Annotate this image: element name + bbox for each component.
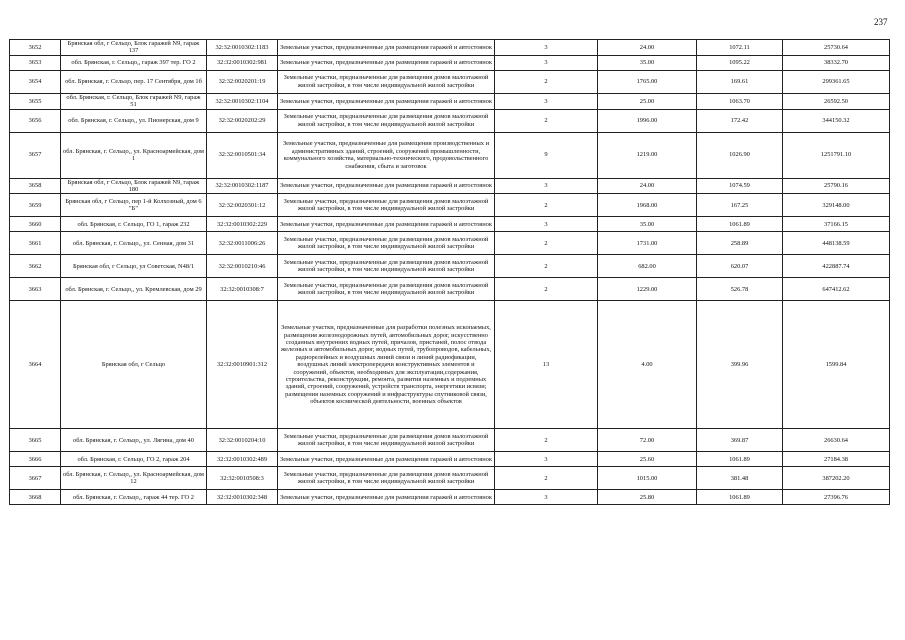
- cadastral-number-cell: 32:32:0010508:3: [207, 467, 278, 490]
- specific-value-cell: 1061.89: [697, 217, 783, 232]
- cadastral-number-cell: 32:32:0010302:981: [207, 55, 278, 70]
- land-use-cell: Земельные участки, предназначенные для размещения домов малоэтажной жилой застройки, в том числе индивидуальной жилой застройки: [278, 255, 495, 278]
- use-group-cell: 3: [495, 452, 598, 467]
- cadastral-value-cell: 26630.64: [783, 429, 890, 452]
- area-cell: 1968.00: [598, 194, 697, 217]
- table-row: [10, 194, 890, 217]
- cadastral-number-cell: 32:32:0010302:1183: [207, 40, 278, 56]
- address-cell: Брянская обл, г Сельцо, пер 1-й Колхозный, дом 6 "Б": [61, 194, 207, 217]
- cadastral-number-cell: 32:32:0020202:29: [207, 109, 278, 132]
- land-use-cell: Земельные участки, предназначенные для размещения гаражей и автостоянок: [278, 40, 495, 56]
- table-row: [10, 255, 890, 278]
- row-number: 3653: [10, 55, 61, 70]
- row-number: 3668: [10, 490, 61, 505]
- cadastral-value-cell: 1251791.10: [783, 132, 890, 178]
- land-use-cell: Земельные участки, предназначенные для размещения гаражей и автостоянок: [278, 452, 495, 467]
- specific-value-cell: 1074.59: [697, 178, 783, 194]
- table-row: [10, 278, 890, 301]
- land-use-cell: Земельные участки, предназначенные для размещения гаражей и автостоянок: [278, 93, 495, 109]
- use-group-cell: 2: [495, 467, 598, 490]
- cadastral-value-cell: 27184.38: [783, 452, 890, 467]
- area-cell: 1765.00: [598, 70, 697, 93]
- specific-value-cell: 1063.70: [697, 93, 783, 109]
- area-cell: 1731.00: [598, 232, 697, 255]
- land-use-cell: Земельные участки, предназначенные для размещения гаражей и автостоянок: [278, 178, 495, 194]
- address-cell: обл. Брянская, г. Сельцо, пер. 17 Сентября, дом 1б: [61, 70, 207, 93]
- specific-value-cell: 399.96: [697, 301, 783, 429]
- cadastral-value-cell: 38332.70: [783, 55, 890, 70]
- address-cell: обл. Брянская, г. Сельцо,, ул. Лягина, дом 40: [61, 429, 207, 452]
- use-group-cell: 2: [495, 70, 598, 93]
- land-use-cell: Земельные участки, предназначенные для размещения домов малоэтажной жилой застройки, в том числе индивидуальной жилой застройки: [278, 232, 495, 255]
- address-cell: обл. Брянская, г. Сельцо,, ул. Пионерская, дом 9: [61, 109, 207, 132]
- table-row: [10, 232, 890, 255]
- row-number: 3666: [10, 452, 61, 467]
- row-number: 3657: [10, 132, 61, 178]
- cadastral-value-cell: 329148.00: [783, 194, 890, 217]
- address-cell: обл. Брянская, г. Сельцо,, гараж 397 тер. ГО 2: [61, 55, 207, 70]
- land-use-cell: Земельные участки, предназначенные для размещения домов малоэтажной жилой застройки, в том числе индивидуальной жилой застройки: [278, 194, 495, 217]
- land-use-cell: Земельные участки, предназначенные для размещения производственных и административных зданий, строений, сооружений промышленности, коммунального хозяйства, материально-технического, продовольственного снабжения, сбыта и заготовок: [278, 132, 495, 178]
- row-number: 3659: [10, 194, 61, 217]
- specific-value-cell: 169.61: [697, 70, 783, 93]
- specific-value-cell: 167.25: [697, 194, 783, 217]
- cadastral-number-cell: 32:32:0020201:19: [207, 70, 278, 93]
- cadastral-number-cell: 32:32:0010210:46: [207, 255, 278, 278]
- area-cell: 4.00: [598, 301, 697, 429]
- table-row: [10, 467, 890, 490]
- use-group-cell: 2: [495, 232, 598, 255]
- table-row: [10, 109, 890, 132]
- land-use-cell: Земельные участки, предназначенные для разработки полезных ископаемых, размещения железнодорожных путей, автомобильных дорог, искусственно созданных внутренних водных путей, причалов, пристаней, полос отвода железных и автомобильных дорог, водных путей, трубопроводов, кабельных, радиорелейных и воздушных линий связи и линий радиофикации, воздушных линий электропередачи конструктивных элементов и сооружений, объектов, необходимых для эксплуатации,содержания, строительства, реконструкции, ремонта, развития наземных и подземных зданий, строений, сооружений, устройств транспорта, энергетики исвязи; размещения наземных сооружений и инфраструктуры спутниковой связи, объектов космической деятельности, военных объектов: [278, 301, 495, 429]
- table-row: [10, 55, 890, 70]
- row-number: 3667: [10, 467, 61, 490]
- row-number: 3665: [10, 429, 61, 452]
- cadastral-value-cell: 344150.32: [783, 109, 890, 132]
- row-number: 3658: [10, 178, 61, 194]
- use-group-cell: 3: [495, 93, 598, 109]
- land-use-cell: Земельные участки, предназначенные для размещения гаражей и автостоянок: [278, 217, 495, 232]
- land-use-cell: Земельные участки, предназначенные для размещения домов малоэтажной жилой застройки, в том числе индивидуальной жилой застройки: [278, 429, 495, 452]
- area-cell: 72.00: [598, 429, 697, 452]
- land-use-cell: Земельные участки, предназначенные для размещения гаражей и автостоянок: [278, 490, 495, 505]
- cadastral-number-cell: 32:32:0010901:312: [207, 301, 278, 429]
- area-cell: 35.00: [598, 55, 697, 70]
- use-group-cell: 2: [495, 429, 598, 452]
- table-row: [10, 132, 890, 178]
- table-row: [10, 490, 890, 505]
- land-cadastral-value-table: [9, 39, 890, 505]
- area-cell: 25.00: [598, 93, 697, 109]
- address-cell: обл. Брянская, г. Сельцо, ГО 1, гараж 232: [61, 217, 207, 232]
- specific-value-cell: 1026.90: [697, 132, 783, 178]
- address-cell: обл. Брянская, г. Сельцо, ГО 2, гараж 204: [61, 452, 207, 467]
- area-cell: 1015.00: [598, 467, 697, 490]
- address-cell: Брянская обл, г Сельцо, Блок гаражей N9, гараж 180: [61, 178, 207, 194]
- row-number: 3661: [10, 232, 61, 255]
- cadastral-number-cell: 32:32:0010501:34: [207, 132, 278, 178]
- specific-value-cell: 258.89: [697, 232, 783, 255]
- specific-value-cell: 620.07: [697, 255, 783, 278]
- cadastral-value-cell: 387202.20: [783, 467, 890, 490]
- address-cell: Брянская обл, г Сельцо, ул Советская, N48/1: [61, 255, 207, 278]
- row-number: 3663: [10, 278, 61, 301]
- specific-value-cell: 1072.11: [697, 40, 783, 56]
- use-group-cell: 13: [495, 301, 598, 429]
- cadastral-value-cell: 448138.59: [783, 232, 890, 255]
- specific-value-cell: 1061.89: [697, 452, 783, 467]
- land-use-cell: Земельные участки, предназначенные для размещения домов малоэтажной жилой застройки, в том числе индивидуальной жилой застройки: [278, 278, 495, 301]
- row-number: 3662: [10, 255, 61, 278]
- area-cell: 24.00: [598, 178, 697, 194]
- cadastral-number-cell: 32:32:0010204:10: [207, 429, 278, 452]
- land-use-cell: Земельные участки, предназначенные для размещения гаражей и автостоянок: [278, 55, 495, 70]
- use-group-cell: 3: [495, 217, 598, 232]
- cadastral-number-cell: 32:32:0010308:7: [207, 278, 278, 301]
- use-group-cell: 2: [495, 278, 598, 301]
- cadastral-value-cell: 27396.76: [783, 490, 890, 505]
- cadastral-value-cell: 26592.50: [783, 93, 890, 109]
- address-cell: обл. Брянская, г. Сельцо,, ул. Сенная, дом 31: [61, 232, 207, 255]
- table-row: [10, 429, 890, 452]
- land-use-cell: Земельные участки, предназначенные для размещения домов малоэтажной жилой застройки, в том числе индивидуальной жилой застройки: [278, 467, 495, 490]
- cadastral-value-cell: 647412.62: [783, 278, 890, 301]
- address-cell: обл. Брянская, г. Сельцо,, ул. Красноармейская, дом 12: [61, 467, 207, 490]
- area-cell: 35.00: [598, 217, 697, 232]
- specific-value-cell: 1061.89: [697, 490, 783, 505]
- specific-value-cell: 526.78: [697, 278, 783, 301]
- specific-value-cell: 172.42: [697, 109, 783, 132]
- cadastral-number-cell: 32:32:0010302:1104: [207, 93, 278, 109]
- cadastral-value-cell: 25730.64: [783, 40, 890, 56]
- address-cell: обл. Брянская, г. Сельцо, Блок гаражей N9, гараж 51: [61, 93, 207, 109]
- area-cell: 25.60: [598, 452, 697, 467]
- row-number: 3664: [10, 301, 61, 429]
- area-cell: 1996.00: [598, 109, 697, 132]
- use-group-cell: 9: [495, 132, 598, 178]
- cadastral-value-cell: 299361.65: [783, 70, 890, 93]
- table-row: [10, 70, 890, 93]
- use-group-cell: 3: [495, 490, 598, 505]
- row-number: 3654: [10, 70, 61, 93]
- cadastral-number-cell: 32:32:0010302:489: [207, 452, 278, 467]
- table-row: [10, 178, 890, 194]
- address-cell: обл. Брянская, г. Сельцо,, ул. Кремлевская, дом 29: [61, 278, 207, 301]
- cadastral-value-cell: 25790.16: [783, 178, 890, 194]
- cadastral-number-cell: 32:32:0010302:229: [207, 217, 278, 232]
- cadastral-value-cell: 37166.15: [783, 217, 890, 232]
- cadastral-number-cell: 32:32:0010302:1187: [207, 178, 278, 194]
- table-row: [10, 452, 890, 467]
- specific-value-cell: 1095.22: [697, 55, 783, 70]
- row-number: 3652: [10, 40, 61, 56]
- specific-value-cell: 369.87: [697, 429, 783, 452]
- use-group-cell: 3: [495, 55, 598, 70]
- row-number: 3660: [10, 217, 61, 232]
- address-cell: Брянская обл, г Сельцо, Блок гаражей N9, гараж 137: [61, 40, 207, 56]
- use-group-cell: 2: [495, 194, 598, 217]
- table-row: [10, 40, 890, 56]
- area-cell: 25.80: [598, 490, 697, 505]
- area-cell: 1229.00: [598, 278, 697, 301]
- table-row: [10, 301, 890, 429]
- table-row: [10, 93, 890, 109]
- cadastral-value-cell: 1599.84: [783, 301, 890, 429]
- address-cell: обл. Брянская, г. Сельцо,, ул. Красноармейская, дом 1: [61, 132, 207, 178]
- row-number: 3656: [10, 109, 61, 132]
- cadastral-number-cell: 32:32:0010302:348: [207, 490, 278, 505]
- table-row: [10, 217, 890, 232]
- area-cell: 1219.00: [598, 132, 697, 178]
- area-cell: 24.00: [598, 40, 697, 56]
- land-use-cell: Земельные участки, предназначенные для размещения домов малоэтажной жилой застройки, в том числе индивидуальной жилой застройки: [278, 70, 495, 93]
- use-group-cell: 2: [495, 109, 598, 132]
- use-group-cell: 2: [495, 255, 598, 278]
- cadastral-number-cell: 32:32:0011006:26: [207, 232, 278, 255]
- page-number: 237: [874, 17, 888, 27]
- address-cell: обл. Брянская, г. Сельцо,, гараж 44 тер. ГО 2: [61, 490, 207, 505]
- cadastral-value-cell: 422887.74: [783, 255, 890, 278]
- area-cell: 682.00: [598, 255, 697, 278]
- cadastral-number-cell: 32:32:0020301:12: [207, 194, 278, 217]
- table-body: [10, 40, 890, 505]
- address-cell: Брянская обл, г Сельцо: [61, 301, 207, 429]
- use-group-cell: 3: [495, 178, 598, 194]
- specific-value-cell: 381.48: [697, 467, 783, 490]
- land-use-cell: Земельные участки, предназначенные для размещения домов малоэтажной жилой застройки, в том числе индивидуальной жилой застройки: [278, 109, 495, 132]
- row-number: 3655: [10, 93, 61, 109]
- use-group-cell: 3: [495, 40, 598, 56]
